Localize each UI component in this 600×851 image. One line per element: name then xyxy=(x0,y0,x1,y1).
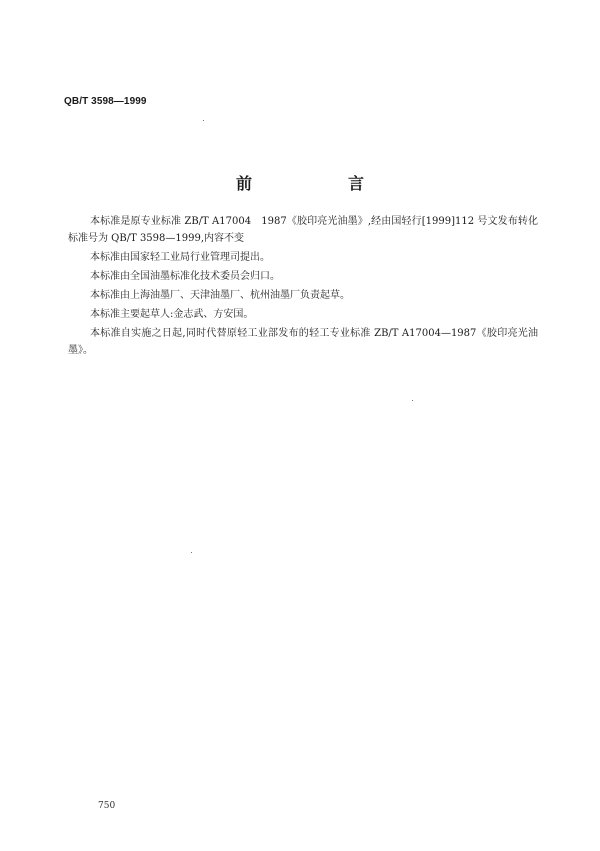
foreword-body xyxy=(68,213,538,361)
scan-speck xyxy=(203,120,204,121)
page-number: 750 xyxy=(98,801,116,811)
paragraph-committee: 本标准由全国油墨标准化技术委员会归口。 xyxy=(90,271,280,282)
scan-speck xyxy=(191,552,192,553)
paragraph-origin: 本标准是原专业标准 ZB/T A17004 1987《胶印亮光油墨》,经由国轻行[1999]112 号文发布转化标准号为 QB/T 3598—1999,内容不变 xyxy=(68,216,538,244)
scan-speck xyxy=(412,400,413,401)
paragraph-replacement: 本标准自实施之日起,同时代替原轻工业部发布的轻工专业标准 ZB/T A17004—1987《胶印亮光油墨》。 xyxy=(68,328,538,356)
page-title: 前 言 xyxy=(235,174,404,193)
paragraph-proposer: 本标准由国家轻工业局行业管理司提出。 xyxy=(90,252,270,263)
standard-code: QB/T 3598—1999 xyxy=(64,96,147,107)
paragraph-drafting-units: 本标准由上海油墨厂、天津油墨厂、杭州油墨厂负责起草。 xyxy=(90,290,350,301)
paragraph-drafters: 本标准主要起草人:金志武、方安国。 xyxy=(90,309,254,320)
